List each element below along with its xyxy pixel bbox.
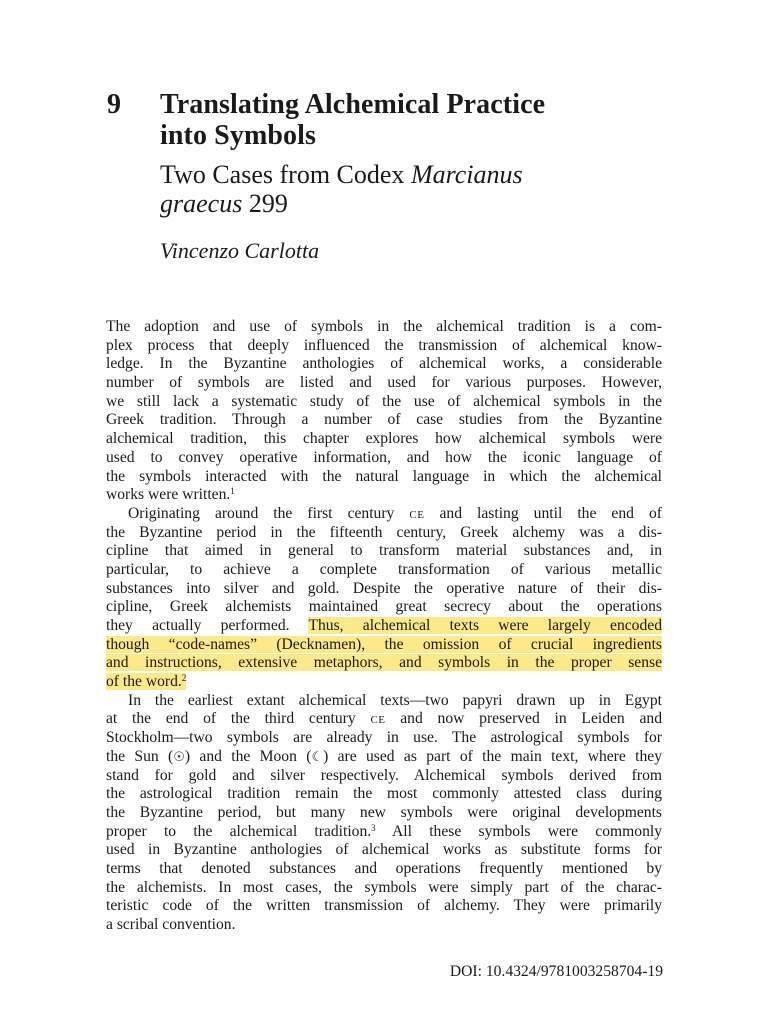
p3-line <box>106 748 662 767</box>
subtitle-end: 299 <box>242 189 288 218</box>
p2-line: substances into silver and gold. Despite the operative nature of their dis- <box>106 579 662 597</box>
p3-line: the Byzantine period, but many new symbols were original developments <box>106 803 662 821</box>
p2-text: they actually performed. <box>106 617 309 634</box>
p3-line: teristic code of the written transmission of alchemy. They were primarily <box>106 897 662 915</box>
p1-line-last <box>106 486 662 505</box>
highlighted-text-end: of the word. <box>106 673 182 691</box>
subtitle-italic-1: Marcianus <box>410 160 523 189</box>
p2-line <box>106 617 662 636</box>
chapter-title <box>160 89 680 151</box>
subtitle-italic-2: graecus <box>160 189 243 218</box>
sun-symbol-icon: ☉ <box>173 749 185 765</box>
p1-line: the symbols interacted with the natural language in which the alchemical <box>106 467 662 485</box>
body-text <box>106 318 662 935</box>
p2-text: and lasting until the end of <box>424 504 662 522</box>
p3-line <box>106 823 662 842</box>
p2-line <box>106 654 662 673</box>
p1-line: Greek tradition. Through a number of case studies from the Byzantine <box>106 411 662 429</box>
p1-line: number of symbols are listed and used for various purposes. However, <box>106 374 662 392</box>
p3-text: at the end of the third century <box>106 710 371 728</box>
chapter-subtitle <box>160 160 680 218</box>
p3-text: the Sun ( <box>106 747 174 765</box>
p1-line: ledge. In the Byzantine anthologies of alchemical works, a considerable <box>106 355 662 373</box>
p3-line: Stockholm—two symbols are already in use. The astrological symbols for <box>106 729 662 747</box>
p1-line: we still lack a systematic study of the use of alchemical symbols in the <box>106 392 662 410</box>
p2-line <box>106 636 662 655</box>
chapter-number: 9 <box>107 89 121 120</box>
p2-line <box>106 505 662 524</box>
footnote-ref-3[interactable]: 3 <box>371 822 376 833</box>
highlighted-text <box>106 673 186 690</box>
highlighted-text: and instructions, extensive metaphors, and symbols in the proper sense <box>106 654 662 672</box>
p3-line: terms that denoted substances and operations frequently mentioned by <box>106 859 662 877</box>
highlighted-text: Thus, alchemical texts were largely encoded <box>308 617 662 634</box>
p1-line: plex process that deeply influenced the transmission of alchemical know- <box>106 336 662 354</box>
p3-line: the alchemists. In most cases, the symbols were simply part of the charac- <box>106 878 662 896</box>
p3-line: stand for gold and silver respectively. Alchemical symbols derived from <box>106 766 662 784</box>
p1-line: used to convey operative information, and how the iconic language of <box>106 448 662 466</box>
chapter-title-line-2: into Symbols <box>160 120 317 151</box>
p1-line: The adoption and use of symbols in the alchemical tradition is a com- <box>106 318 662 335</box>
doi-footer: DOI: 10.4324/9781003258704-19 <box>449 963 663 980</box>
p1-line: alchemical tradition, this chapter explores how alchemical symbols were <box>106 430 662 448</box>
author-name: Vincenzo Carlotta <box>160 238 320 263</box>
subtitle-line-2 <box>160 189 680 218</box>
p2-line: cipline that aimed in general to transform material substances and, in <box>106 542 662 560</box>
p3-line: used in Byzantine anthologies of alchemical works as substitute forms for <box>106 841 662 859</box>
era-ce: CE <box>409 508 425 521</box>
highlighted-text: though “code-names” (Decknamen), the omission of crucial ingredients <box>106 635 662 653</box>
p3-text: and now preserved in Leiden and <box>385 710 663 728</box>
footnote-ref-1[interactable]: 1 <box>230 486 235 497</box>
moon-symbol-icon: ☾ <box>311 749 324 765</box>
chapter-title-line-1: Translating Alchemical Practice <box>160 89 546 120</box>
subtitle-line-1 <box>160 160 680 189</box>
era-ce: CE <box>370 714 386 727</box>
p3-line: the astrological tradition remain the most commonly attested class during <box>106 785 662 803</box>
p3-line-last: a scribal convention. <box>106 916 236 933</box>
p2-line: particular, to achieve a complete transformation of various metallic <box>106 560 662 578</box>
footnote-ref-2[interactable]: 2 <box>181 673 187 684</box>
p3-text: ) are used as part of the main text, where they <box>323 747 662 765</box>
p2-line: the Byzantine period in the fifteenth century, Greek alchemy was a dis- <box>106 523 662 541</box>
p2-text: Originating around the first century <box>128 504 410 522</box>
p3-line: In the earliest extant alchemical texts—two papyri drawn up in Egypt <box>128 691 662 709</box>
p3-text: proper to the alchemical tradition. <box>106 822 372 840</box>
p2-line: cipline, Greek alchemists maintained great secrecy about the operations <box>106 598 662 616</box>
subtitle-text: Two Cases from Codex <box>160 160 411 189</box>
p3-line <box>106 710 662 729</box>
p1-line-text: works were written. <box>106 486 231 504</box>
p3-text: ) and the Moon ( <box>184 747 312 765</box>
p2-line-last <box>106 673 662 692</box>
p3-text: All these symbols were commonly <box>375 822 663 840</box>
